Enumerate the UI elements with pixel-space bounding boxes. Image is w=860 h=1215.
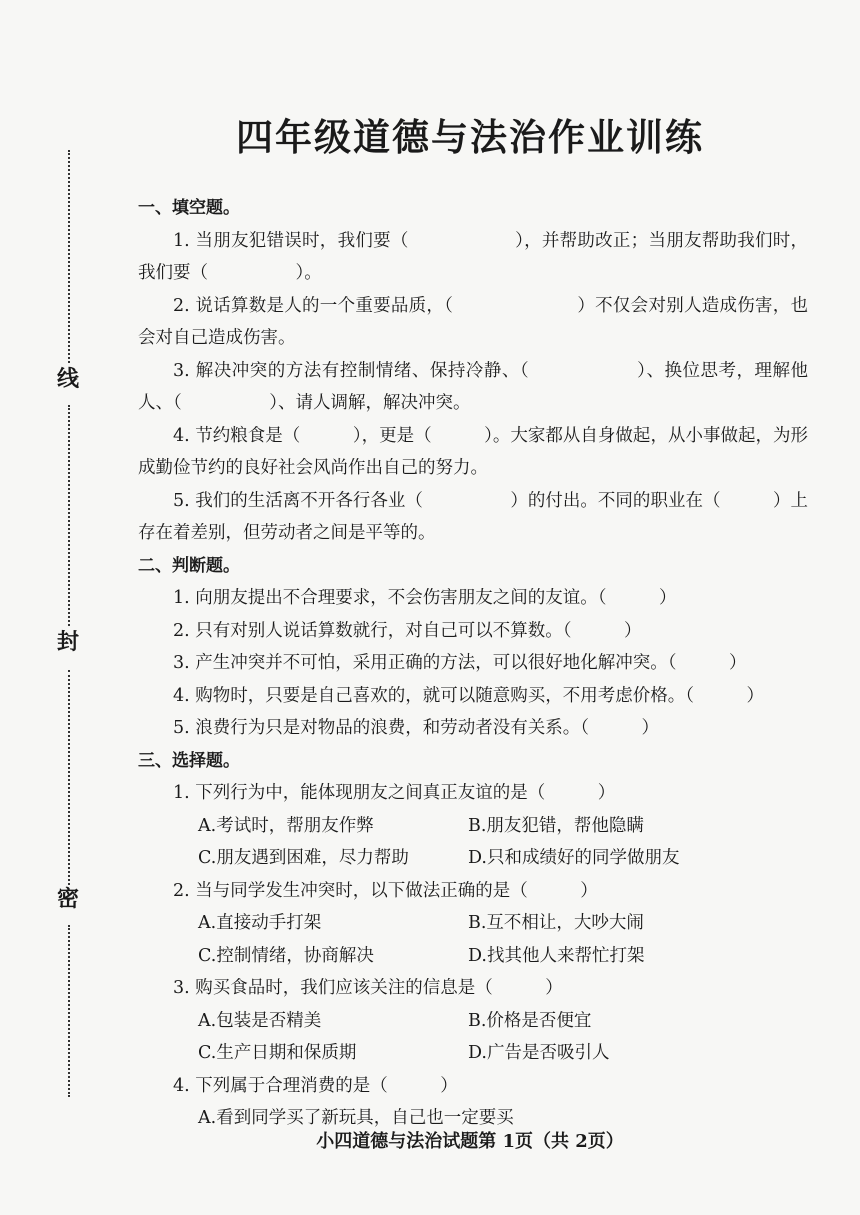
option-b: B.价格是否便宜 (468, 1010, 592, 1031)
dotted-line-middle (68, 405, 70, 630)
option-b: B.朋友犯错，帮他隐瞒 (468, 815, 644, 836)
choice-options-1 (138, 810, 808, 875)
section-heading-fill: 一、填空题。 (138, 198, 240, 218)
seal-line-label: 线 (54, 365, 82, 393)
judge-item-2: 2. 只有对别人说话算数就行，对自己可以不算数。（ ） (173, 620, 642, 641)
section-heading-choice: 三、选择题。 (138, 750, 240, 771)
judge-item-4: 4. 购物时，只要是自己喜欢的，就可以随意购买，不用考虑价格。（ ） (173, 685, 765, 706)
dotted-line-lower (68, 670, 70, 885)
choice-question-2: 2. 当与同学发生冲突时，以下做法正确的是（ ） (173, 880, 598, 901)
dotted-line-bottom (68, 925, 70, 1097)
fill-question-4: 4. 节约粮食是（ ），更是（ ）。大家都从自身做起，从小事做起，为形成勤俭节约的良好社会风尚作出自己的努力。 (138, 425, 808, 478)
option-a: A.直接动手打架 (198, 913, 322, 933)
option-d: D.广告是否吸引人 (468, 1043, 610, 1063)
judge-item-1: 1. 向朋友提出不合理要求，不会伤害朋友之间的友谊。（ ） (173, 588, 677, 608)
judge-item-5: 5. 浪费行为只是对物品的浪费，和劳动者没有关系。（ ） (173, 718, 660, 738)
page-title: 四年级道德与法治作业训练 (236, 116, 704, 159)
judge-item-3: 3. 产生冲突并不可怕，采用正确的方法，可以很好地化解冲突。（ ） (173, 653, 747, 673)
choice-question-1: 1. 下列行为中，能体现朋友之间真正友谊的是（ ） (173, 783, 616, 803)
seal-seal-label: 封 (54, 628, 82, 656)
fill-question-3: 3. 解决冲突的方法有控制情绪、保持冷静、（ ）、换位思考，理解他人、（ ）、请人调解，解决冲突。 (138, 360, 808, 413)
option-a: A.看到同学买了新玩具，自己也一定要买 (198, 1108, 514, 1128)
option-d: D.只和成绩好的同学做朋友 (468, 848, 680, 868)
section-heading-judge: 二、判断题。 (138, 555, 240, 576)
choice-question-4: 4. 下列属于合理消费的是（ ） (173, 1075, 458, 1096)
choice-options-2 (138, 907, 808, 972)
choice-options-3 (138, 1005, 808, 1070)
option-a: A.包装是否精美 (198, 1010, 322, 1031)
page-footer: 小四道德与法治试题第 1页（共 2页） (316, 1131, 624, 1152)
choice-question-3: 3. 购买食品时，我们应该关注的信息是（ ） (173, 978, 563, 998)
option-c: C.生产日期和保质期 (198, 1043, 357, 1063)
option-d: D.找其他人来帮忙打架 (468, 945, 645, 966)
seal-secret-label: 密 (54, 885, 82, 913)
option-c: C.朋友遇到困难，尽力帮助 (198, 848, 409, 868)
dotted-line-top (68, 150, 70, 390)
fill-question-5: 5. 我们的生活离不开各行各业（ ）的付出。不同的职业在（ ）上存在着差别，但劳动者之间是平等的。 (138, 490, 808, 543)
worksheet-content (138, 192, 808, 1135)
option-a: A.考试时，帮朋友作弊 (198, 815, 374, 836)
binding-margin (46, 150, 86, 1100)
option-c: C.控制情绪，协商解决 (198, 945, 374, 966)
fill-question-1: 1. 当朋友犯错误时，我们要（ ），并帮助改正；当朋友帮助我们时，我们要（ ）。 (138, 230, 808, 283)
option-b: B.互不相让，大吵大闹 (468, 913, 644, 933)
fill-question-2: 2. 说话算数是人的一个重要品质，（ ）不仅会对别人造成伤害，也会对自己造成伤害。 (138, 295, 808, 348)
